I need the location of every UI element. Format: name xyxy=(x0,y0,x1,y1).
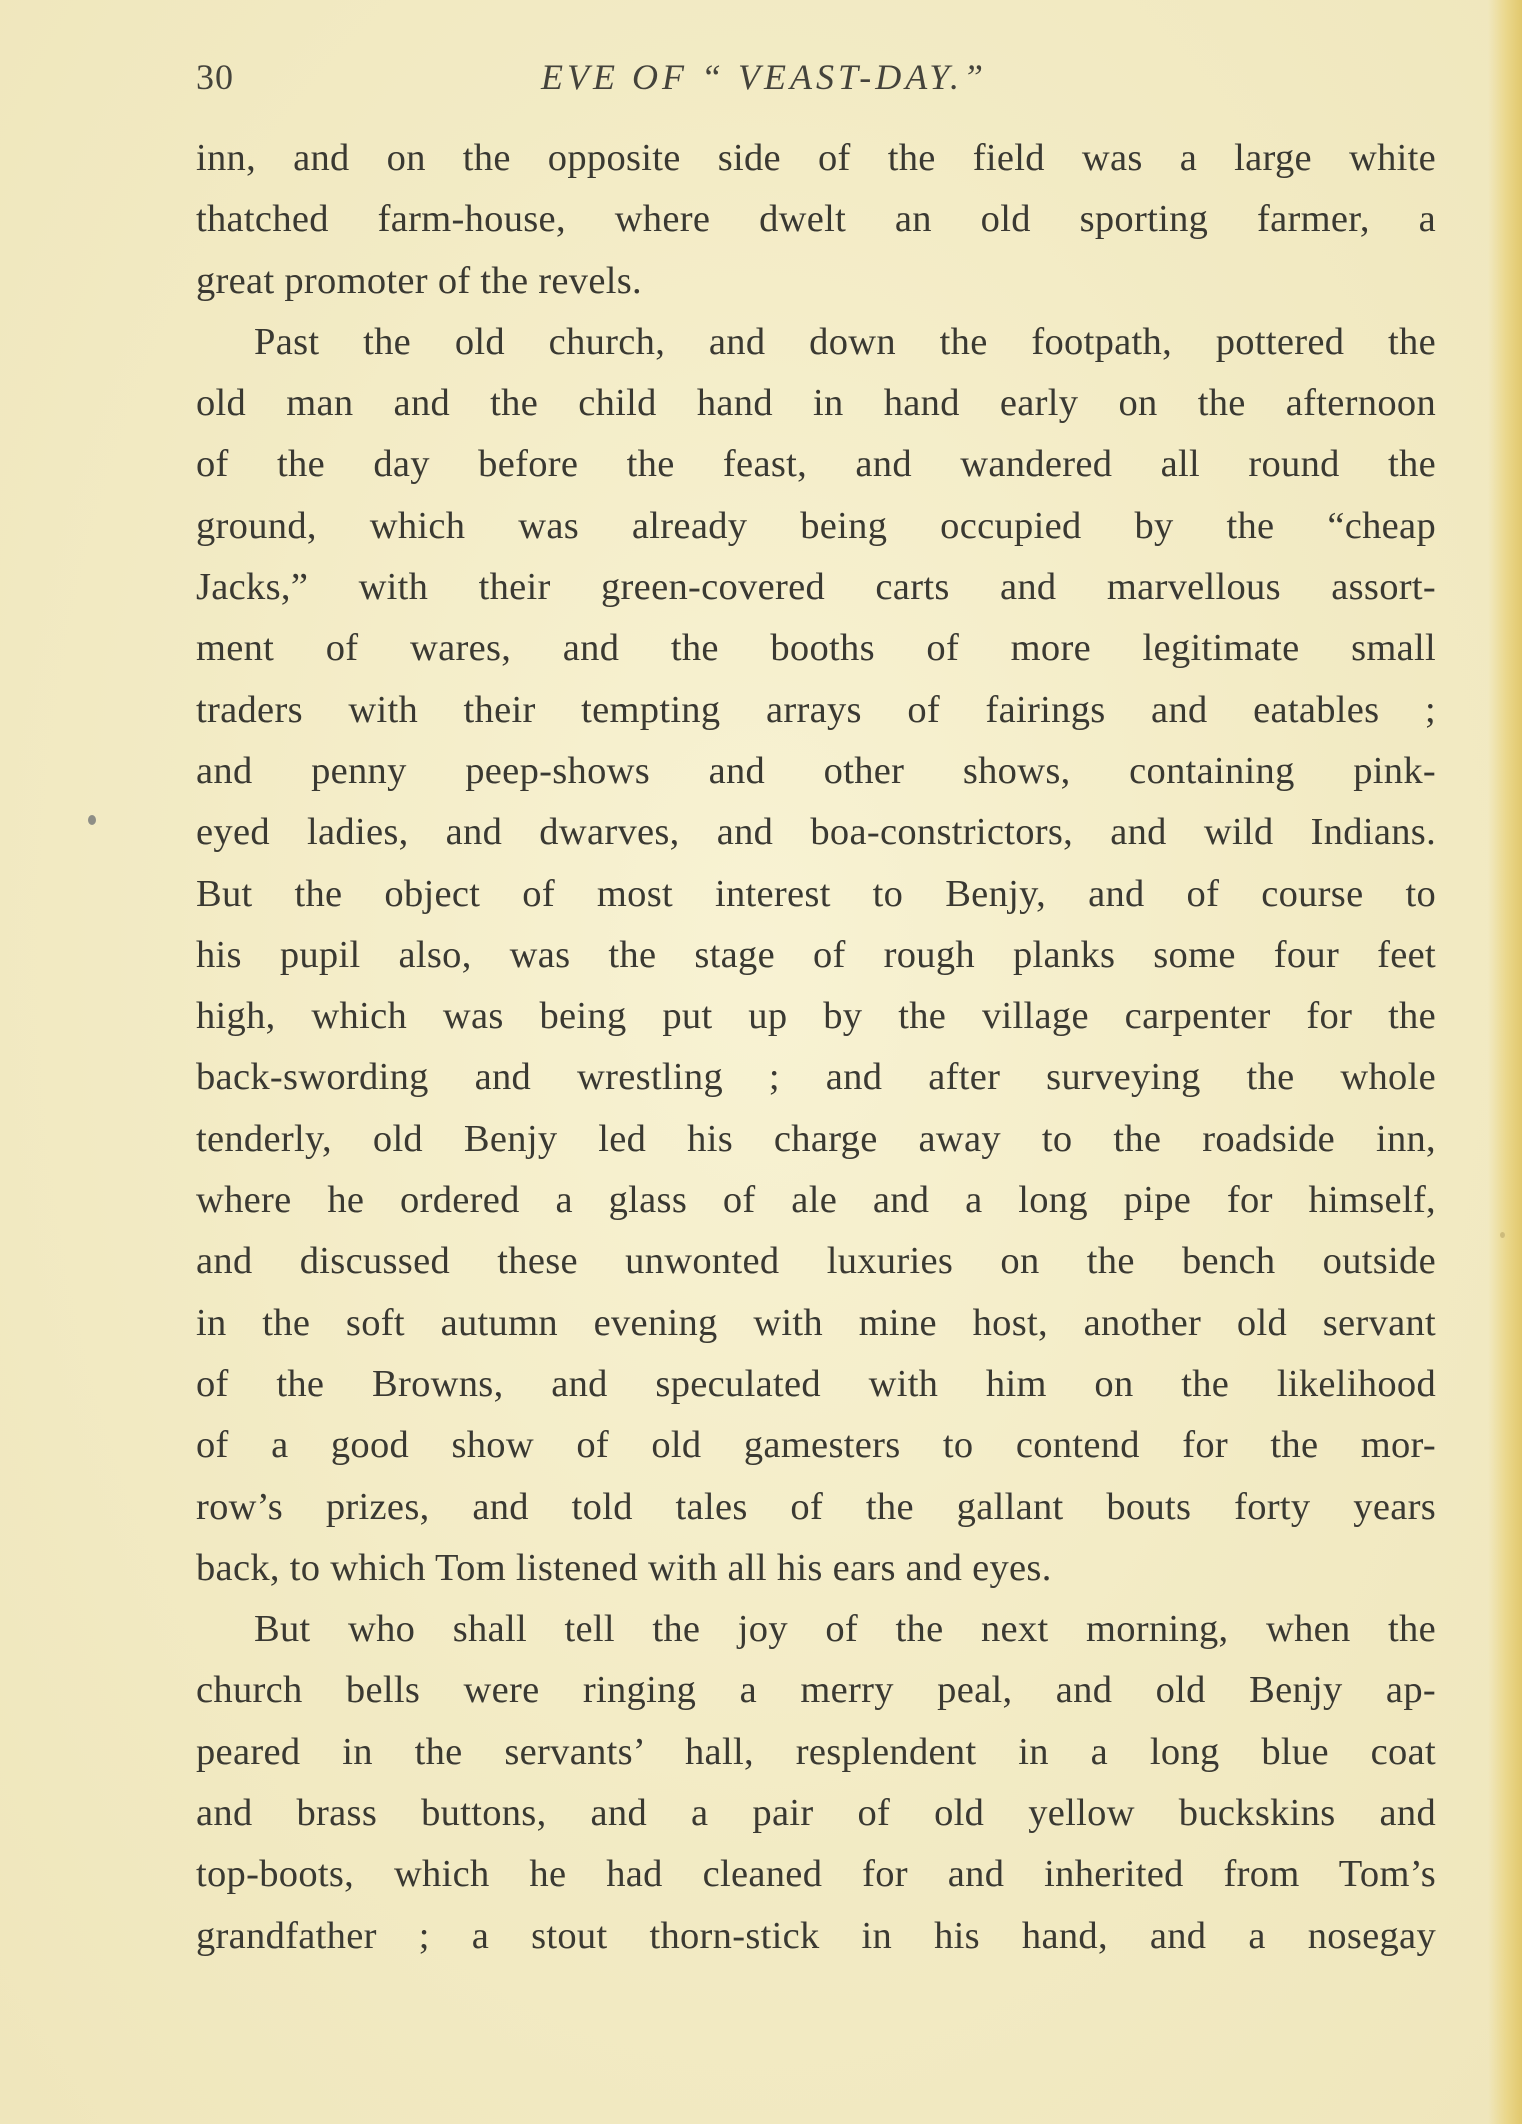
text-line: great promoter of the revels. xyxy=(196,259,642,302)
text-line: eyed ladies, and dwarves, and boa-constrictors, and wild Indians. xyxy=(196,811,1436,854)
running-header xyxy=(196,56,1436,106)
text-line: high, which was being put up by the village carpenter for the xyxy=(196,995,1436,1038)
text-line: top-boots, which he had cleaned for and inherited from Tom’s xyxy=(196,1853,1436,1896)
text-line: traders with their tempting arrays of fairings and eatables ; xyxy=(196,688,1436,731)
text-line: But who shall tell the joy of the next morning, when the xyxy=(254,1608,1436,1651)
text-line: old man and the child hand in hand early on the afternoon xyxy=(196,382,1436,425)
text-line: inn, and on the opposite side of the field was a large white xyxy=(196,137,1436,179)
ink-speck xyxy=(88,815,96,825)
text-line: and discussed these unwonted luxuries on the bench outside xyxy=(196,1240,1436,1283)
text-line: his pupil also, was the stage of rough planks some four feet xyxy=(196,933,1436,976)
text-line: back-swording and wrestling ; and after surveying the whole xyxy=(196,1056,1436,1099)
text-line: of the day before the feast, and wandered all round the xyxy=(196,443,1436,486)
text-line: of a good show of old gamesters to contend for the mor- xyxy=(196,1424,1436,1467)
running-title: EVE OF “ VEAST-DAY.” xyxy=(541,57,988,97)
text-line: row’s prizes, and told tales of the gallant bouts forty years xyxy=(196,1485,1436,1528)
text-line: thatched farm-house, where dwelt an old sporting farmer, a xyxy=(196,198,1436,241)
body-text xyxy=(196,128,1436,1967)
text-line: ground, which was already being occupied by the “cheap xyxy=(196,504,1436,547)
text-line: Past the old church, and down the footpath, pottered the xyxy=(254,320,1436,363)
page-edge-shadow xyxy=(1488,0,1522,2124)
text-line: ment of wares, and the booths of more legitimate small xyxy=(196,627,1436,670)
text-line: in the soft autumn evening with mine host, another old servant xyxy=(196,1301,1436,1344)
text-line: where he ordered a glass of ale and a long pipe for himself, xyxy=(196,1179,1436,1222)
text-line: tenderly, old Benjy led his charge away to the roadside inn, xyxy=(196,1117,1436,1160)
text-line: peared in the servants’ hall, resplendent in a long blue coat xyxy=(196,1730,1436,1773)
text-line: and penny peep-shows and other shows, containing pink- xyxy=(196,749,1436,792)
text-line: and brass buttons, and a pair of old yellow buckskins and xyxy=(196,1792,1436,1835)
paper-speck xyxy=(1500,1232,1505,1238)
text-line: But the object of most interest to Benjy, and of course to xyxy=(196,872,1436,915)
text-line: Jacks,” with their green-covered carts and marvellous assort- xyxy=(196,566,1436,609)
text-line: grandfather ; a stout thorn-stick in his hand, and a nosegay xyxy=(196,1914,1436,1957)
text-line: of the Browns, and speculated with him on the likelihood xyxy=(196,1362,1436,1405)
text-line: back, to which Tom listened with all his ears and eyes. xyxy=(196,1546,1052,1589)
page-number: 30 xyxy=(196,57,234,97)
text-line: church bells were ringing a merry peal, and old Benjy ap- xyxy=(196,1669,1436,1712)
